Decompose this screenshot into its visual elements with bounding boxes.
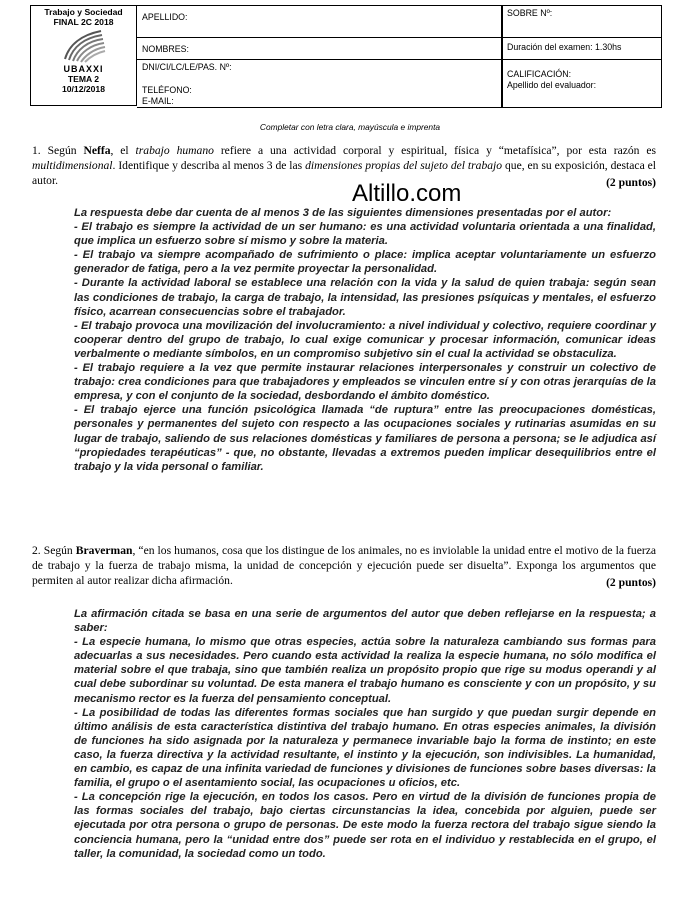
answer-2-paragraph: - La concepción rige la ejecución, en todos los casos. Pero en virtud de la división de funciones propia de las formas sociales del trabajo, bajo ciertas circunstancias la idea, concebida por alguien, puede ser ejecutada por otra persona o grupo de personas. De este modo la fuerza rectora del trabajo sigue siendo la conciencia humana, pero la “unidad entre dos” puede ser rota en el individuo y restablecida en el grupo, el taller, la comunidad, la sociedad como un todo. [74, 791, 656, 860]
grading-box [502, 5, 662, 108]
q1-emph-3: dimensiones propias del sujeto del trabajo [305, 159, 503, 172]
answer-1-paragraph: - El trabajo requiere a la vez que permite instaurar relaciones interpersonales y construir un colectivo de trabajo: crea condiciones para que trabajadores y empleados se vinculen entre sí y con otras jerarquías de la empresa, y con el conjunto de la sociedad, desbordando el ámbito doméstico. [74, 362, 656, 403]
q2-text: , “en los humanos, cosa que los distingue de los animales, no es inviolable la unidad entre el motivo de la fuerza de trabajo y la fuerza de trabajo misma, la unidad de concepción y ejecución puede ser disuelta”. Exponga los argumentos que permiten al autor realizar dicha afirmación. [32, 544, 656, 587]
question-2 [32, 543, 656, 590]
ubaxxi-logo-icon [61, 29, 107, 63]
answer-2-paragraph: - La posibilidad de todas las diferentes formas sociales que han surgido y que puedan surgir depende en último análisis de esta característica distintiva del trabajo humano. En otras especies animales, la división de funciones ha sido asignada por la naturaleza y permanece invariable bajo la forma de instinto; en este caso, la fuerza directiva y la actividad resultante, el instinto y la ejecución, son indivisibles. La humanidad, en cambio, es capaz de una infinita variedad de funciones y divisiones de funciones sobre bases diversas: la familia, el grupo o el asentamiento social, las ocupaciones u oficios, etc. [74, 706, 656, 790]
telefono-field[interactable]: TELÉFONO: [142, 85, 192, 95]
answer-1-paragraph: - El trabajo ejerce una función psicológica llamada “de ruptura” entre las preocupaciones domésticas, personales y permanentes del sujeto con respecto a las ocupaciones sociales y rutinarias asumidas en su lugar de trabajo, saliendo de sus relaciones domésticas y familiares de persona a persona; se le adjudica así “propiedades terapéuticas” - que, no obstante, llevadas a extremos pueden implicar desequilibrios entre el trabajo y la vida personal o familiar. [74, 404, 656, 473]
sobre-field[interactable]: SOBRE Nº: [507, 8, 553, 18]
q2-number: 2. Según [32, 544, 76, 557]
q1-text-1: , el [110, 144, 136, 157]
q1-emph-2: multidimensional [32, 159, 113, 172]
tema-label: TEMA 2 [67, 74, 100, 84]
exam-duration: Duración del examen: 1.30hs [507, 42, 622, 52]
answer-2-paragraph: La afirmación citada se basa en una serie de argumentos del autor que deben reflejarse en la respuesta; a saber: [74, 608, 656, 635]
question-1 [32, 143, 656, 190]
altillo-watermark: Altillo.com [352, 180, 462, 207]
q2-points: (2 puntos) [606, 576, 656, 589]
apellido-field[interactable]: APELLIDO: [142, 12, 188, 22]
answer-1-paragraph: - El trabajo va siempre acompañado de sufrimiento o place: implica aceptar voluntariamente un esfuerzo generador de fatiga, pero a la vez permite proyectar la personalidad. [74, 249, 656, 276]
q1-points: (2 puntos) [606, 176, 656, 189]
q1-text-4: que, en su exposición, destaca el autor. [32, 159, 656, 187]
q1-author: Neffa [83, 144, 111, 157]
answer-1 [74, 206, 656, 474]
answer-1-paragraph: La respuesta debe dar cuenta de al menos 3 de las siguientes dimensiones presentadas por el autor: [74, 207, 612, 219]
q1-text-3: . Identifique y describa al menos 3 de las [112, 159, 306, 172]
evaluador-field[interactable]: Apellido del evaluador: [507, 80, 597, 90]
exam-label: FINAL 2C 2018 [53, 17, 114, 27]
institution-box [30, 5, 137, 106]
exam-header [30, 5, 662, 108]
q1-text-2: refiere a una actividad corporal y espiritual, física y “metafísica”, por esta razón es [213, 144, 657, 157]
email-field[interactable]: E-MAIL: [142, 96, 174, 106]
q2-author: Braverman [75, 544, 133, 557]
institution-name: UBAXXI [63, 64, 104, 74]
instructions: Completar con letra clara, mayúscula e imprenta [259, 122, 441, 132]
q1-emph-1: trabajo humano [135, 144, 214, 157]
exam-date: 10/12/2018 [61, 84, 105, 94]
student-fields [137, 5, 502, 108]
calificacion-field[interactable]: CALIFICACIÓN: [507, 69, 572, 79]
answer-1-paragraph: - Durante la actividad laboral se establece una relación con la vida y la salud de quien trabaja: según sean las condiciones de trabajo, la carga de trabajo, la intensidad, las presiones psíquicas y mentales, el esfuerzo físico, acarrean consecuencias sobre el trabajador. [74, 277, 656, 318]
answer-1-paragraph: - El trabajo provoca una movilización del involucramiento: a nivel individual y colectivo, requiere coordinar y cooperar dentro del grupo de trabajo, lo cual exige comunicar y procesar información, comunicar ideas verbalmente o mediante símbolos, en un compromiso subjetivo sin el cual la actividad se obstaculiza. [74, 319, 656, 360]
answer-1-paragraph: - El trabajo es siempre la actividad de un ser humano: es una actividad voluntaria orientada a una finalidad, que implica un esfuerzo sobre sí mismo y sobre la materia. [74, 221, 656, 248]
nombres-field[interactable]: NOMBRES: [142, 44, 189, 54]
answer-2 [74, 607, 656, 861]
subject-label: Trabajo y Sociedad [44, 7, 123, 17]
q1-number: 1. Según [32, 144, 84, 157]
answer-2-paragraph: - La especie humana, lo mismo que otras especies, actúa sobre la naturaleza cambiando sus formas para adecuarlas a sus necesidades. Pero cuando esta actividad la realiza la especie humana, no sólo modifica el material sobre el que trabaja, sino que también realiza un propósito propio que rige su modus operandi y al cual debe subordinar su voluntad. De esta manera el trabajo humano es consciente y con un propósito, y su mecanismo rector es la fuerza del pensamiento conceptual. [74, 636, 656, 705]
dni-field[interactable]: DNI/CI/LC/LE/PAS. Nº: [142, 62, 232, 72]
